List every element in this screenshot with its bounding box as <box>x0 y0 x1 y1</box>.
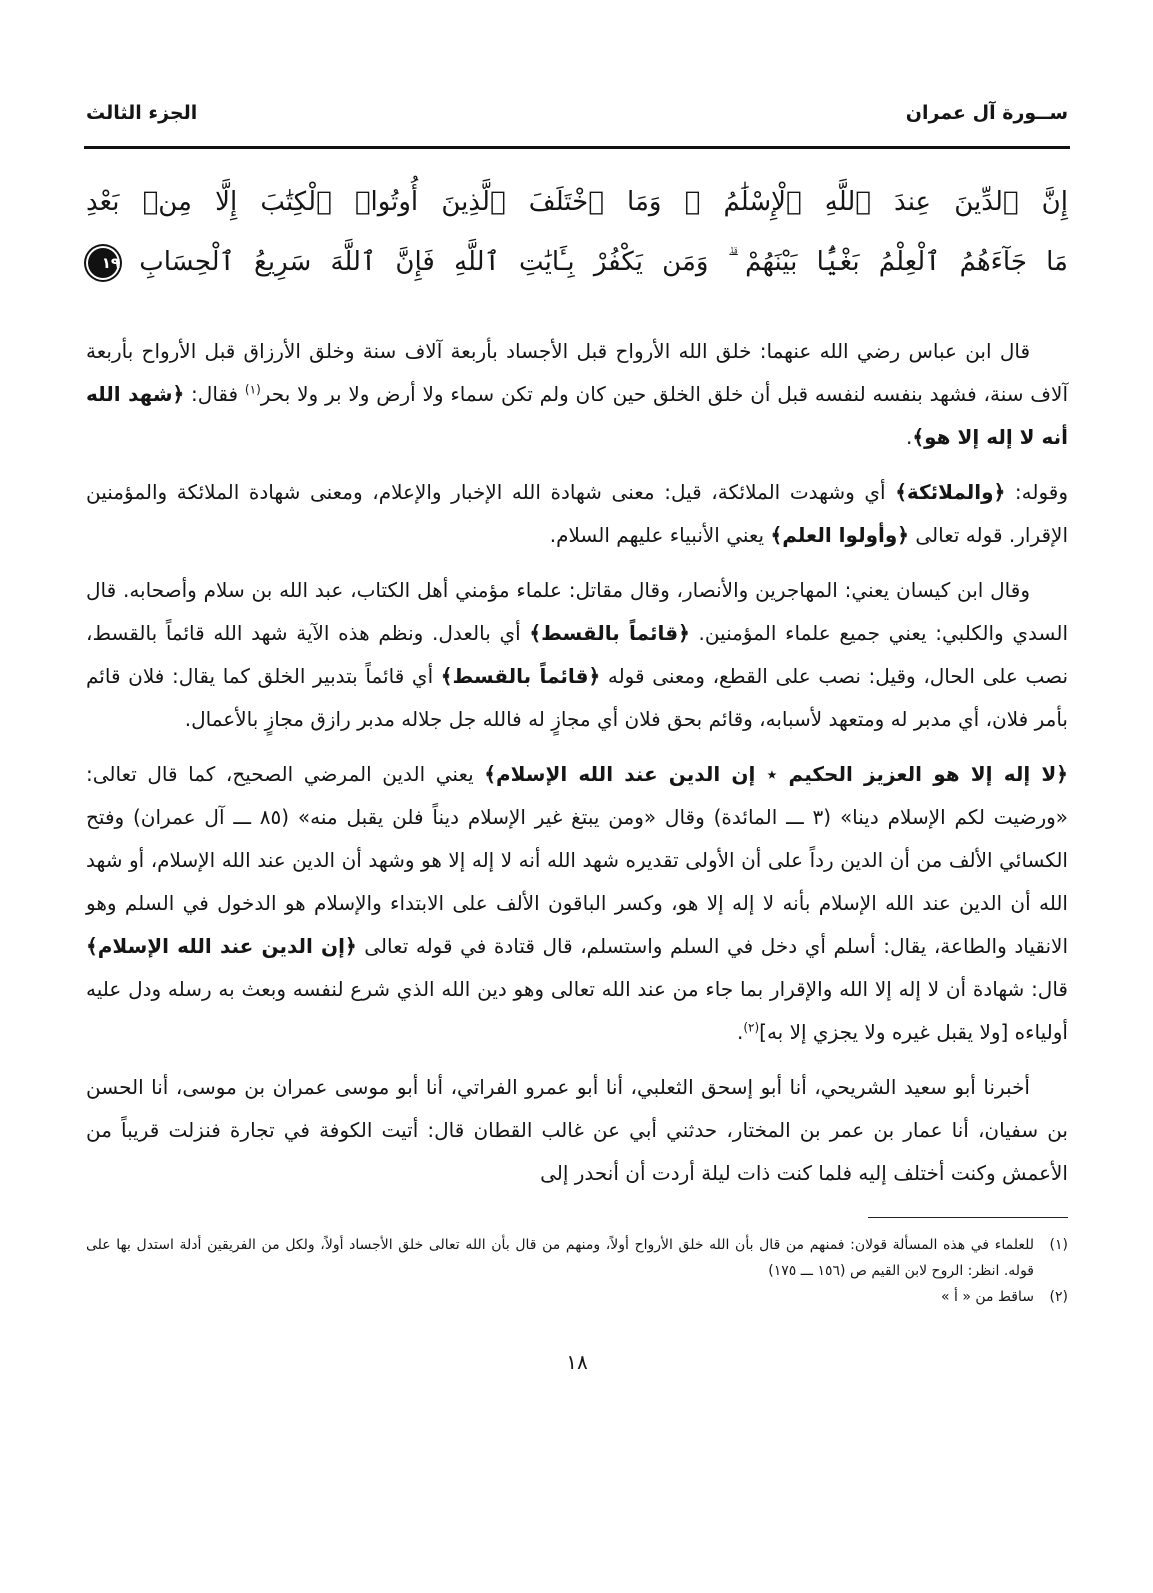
commentary-paragraph <box>86 753 1068 1054</box>
verse-line-1: إِنَّ ٱلدِّينَ عِندَ ٱللَّهِ ٱلْإِسْلَٰمُ ۗ وَمَا ٱخْتَلَفَ ٱلَّذِينَ أُوتُوا۟ ٱلْكِتَٰبَ إِلَّا مِنۢ بَعْدِ <box>86 187 1068 217</box>
commentary-paragraph <box>86 471 1068 557</box>
quran-quote: ﴿قائماً بالقسط﴾ <box>529 621 690 645</box>
header-rule <box>84 146 1070 149</box>
footnotes <box>86 1232 1068 1310</box>
commentary-paragraph <box>86 1066 1068 1195</box>
quran-quote: ﴿قائماً بالقسط﴾ <box>440 664 601 688</box>
footnote-marker: (١) <box>1049 1237 1068 1253</box>
footnote <box>86 1232 1068 1284</box>
footnote-marker: (٢) <box>1049 1289 1068 1305</box>
paragraph-text: فقال: <box>184 382 245 406</box>
paragraph-text: . <box>736 1020 744 1044</box>
footnote-text: ساقط من « أ » <box>941 1289 1034 1305</box>
commentary-paragraph <box>86 330 1068 459</box>
paragraph-text: يعني الدين المرضي الصحيح، كما قال تعالى: «ورضيت لكم الإسلام دينا» (٣ ـــ المائدة) وقال «ومن يبتغ غير الإسلام ديناً فلن يقبل منه» (٨٥ ـــ آل عمران) وفتح الكسائي الألف من أن الدين رداً على أن الأولى تقديره شهد الله أنه لا إله إلا هو وشهد أن الدين عند الله الإسلام، أو شهد الله أن الدين عند الله الإسلام بأنه لا إله إلا هو، وكسر الباقون الألف على الابتداء والإسلام هو الدخول في السلم وهو الانقياد والطاعة، يقال: أسلم أي دخل في السلم واستسلم، قال قتادة في قوله تعالى <box>86 762 1069 958</box>
quran-quote: ﴿وأولوا العلم﴾ <box>770 523 910 547</box>
quran-quote: ﴿إن الدين عند الله الإسلام﴾ <box>86 934 357 958</box>
quran-quote: ﴿شهد الله أنه لا إله إلا هو﴾ <box>86 382 1068 449</box>
paragraph-text: . <box>906 425 913 449</box>
paragraph-text: وقوله: <box>1005 480 1068 504</box>
paragraph-text: قال: شهادة أن لا إله إلا الله والإقرار بما جاء من عند الله تعالى وهو دين الله الذي شرع لنفسه وبعث به رسله ودل عليه أولياءه [ولا يقبل غيره ولا يجزي إلا به] <box>86 977 1068 1044</box>
paragraph-text: أي وشهدت الملائكة، قيل: معنى شهادة الله الإخبار والإعلام، ومعنى شهادة الملائكة والمؤمنين الإقرار. قوله تعالى <box>86 480 1068 547</box>
footnote-reference: (١) <box>244 382 261 397</box>
paragraph-text: قال ابن عباس رضي الله عنهما: خلق الله الأرواح قبل الأجساد بأربعة آلاف سنة وخلق الأرزاق قبل الأرواح بأربعة آلاف سنة، فشهد بنفسه لنفسه قبل أن خلق الخلق حين كان ولم تكن سماء ولا أرض ولا بر ولا بحر <box>86 339 1069 406</box>
quran-verse-block <box>86 172 1068 292</box>
footnote-text: للعلماء في هذه المسألة قولان: فمنهم من قال بأن الله خلق الأرواح أولاً، ومنهم من قال بأن الله تعالى خلق الأجساد أولاً، ولكل من الفريقين أدلة استدل بها على قوله. انظر: الروح لابن القيم ص (١٥٦ ـــ ١٧٥) <box>86 1237 1034 1279</box>
quran-quote: ﴿والملائكة﴾ <box>895 480 1006 504</box>
commentary-paragraph <box>86 569 1068 741</box>
footnote-separator <box>868 1217 1068 1218</box>
page-header <box>86 102 1068 124</box>
paragraph-text: أي بالعدل. ونظم هذه الآية شهد الله قائماً بالقسط، نصب على الحال، وقيل: نصب على القطع، ومعنى قوله <box>86 621 1069 688</box>
verse-line-2-text: مَا جَآءَهُمُ ٱلْعِلْمُ بَغْيًۢا بَيْنَهُمْ ۗ وَمَن يَكْفُرْ بِـَٔايَٰتِ ٱللَّهِ فَإِنَّ ٱللَّهَ سَرِيعُ ٱلْحِسَابِ <box>120 247 1068 277</box>
commentary-body <box>86 330 1068 1374</box>
part-label: الجزء الثالث <box>86 102 198 124</box>
quran-quote: ﴿لا إله إلا هو العزيز الحكيم ٭ إن الدين عند الله الإسلام﴾ <box>484 762 1068 786</box>
paragraph-text: يعني الأنبياء عليهم السلام. <box>549 523 771 547</box>
footnote-reference: (٢) <box>743 1020 760 1035</box>
surah-title: ســورة آل عمران <box>905 102 1068 124</box>
paragraph-text: أخبرنا أبو سعيد الشريحي، أنا أبو إسحق الثعلبي، أنا أبو عمرو الفراتي، أنا أبو موسى عمران بن موسى، أنا الحسن بن سفيان، أنا عمار بن عمر بن المختار، حدثني أبي عن غالب القطان قال: أتيت الكوفة في تجارة فنزلت قريباً من الأعمش وكنت أختلف إليه فلما كنت ذات ليلة أردت أن أنحدر إلى <box>86 1075 1068 1185</box>
paragraph-text: وقال ابن كيسان يعني: المهاجرين والأنصار، وقال مقاتل: علماء مؤمني أهل الكتاب، عبد الله بن سلام وأصحابه. قال السدي والكلبي: يعني جميع علماء المؤمنين. <box>86 578 1068 645</box>
verse-number-marker: ١٩ <box>86 246 120 280</box>
footnote <box>86 1284 1068 1310</box>
verse-line-2 <box>86 232 1068 292</box>
paragraph-text: أي قائماً بتدبير الخلق كما يقال: فلان قائم بأمر فلان، أي مدبر له ومتعهد لأسبابه، وقائم بحق فلان أي مجازٍ له فالله جل جلاله مدبر رازق مجازٍ بالأعمال. <box>86 664 1068 731</box>
page-number: ١٨ <box>566 1350 588 1374</box>
